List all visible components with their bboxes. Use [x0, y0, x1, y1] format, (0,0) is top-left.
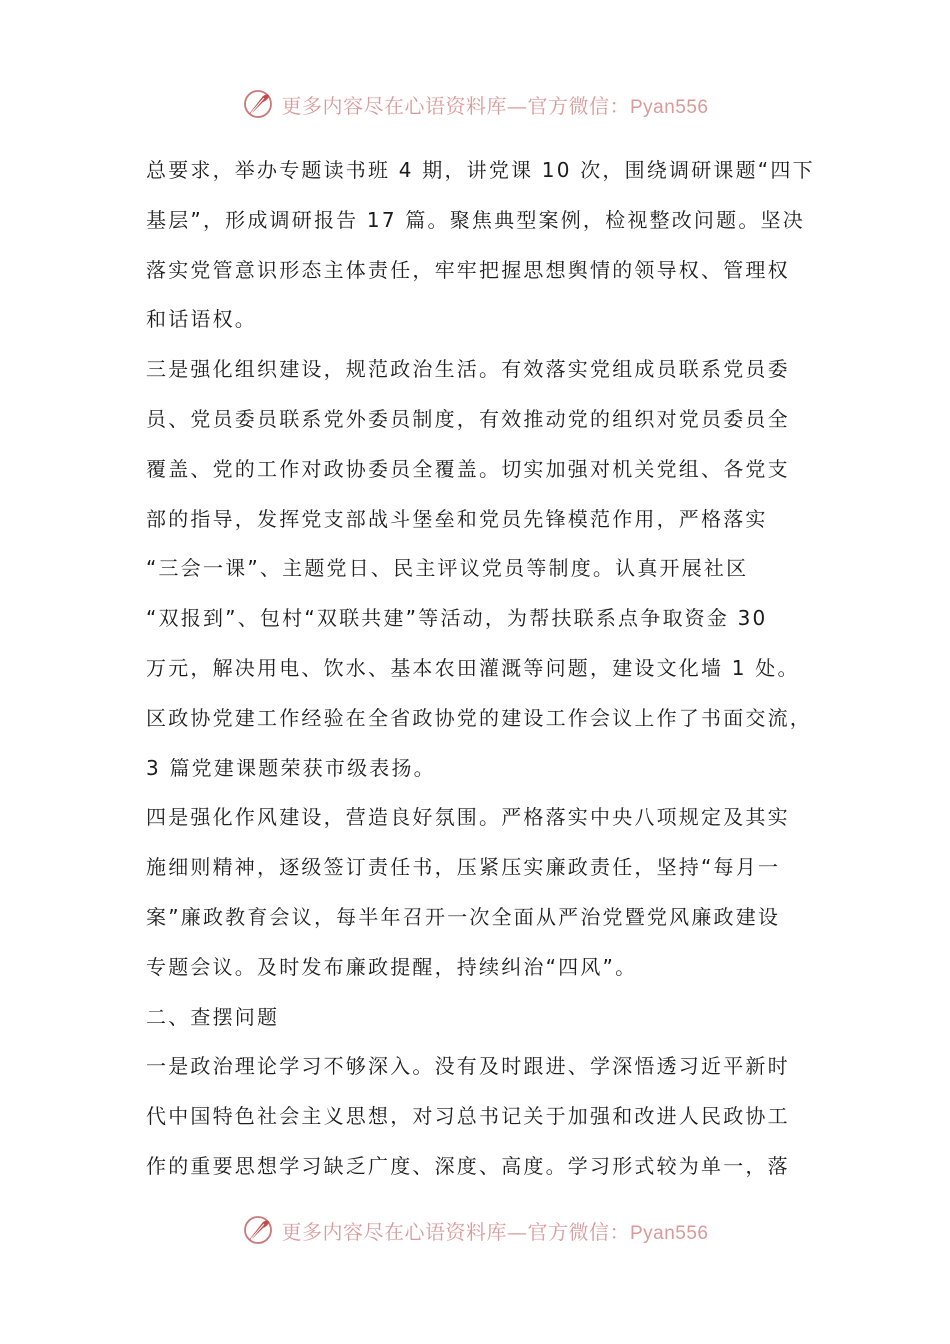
quill-logo-icon: [241, 87, 275, 121]
quill-logo-icon: [241, 1213, 275, 1247]
text-line: 覆盖、党的工作对政协委员全覆盖。切实加强对机关党组、各党支: [146, 456, 790, 481]
text-line: 四是强化作风建设，营造良好氛围。严格落实中央八项规定及其实: [146, 805, 790, 830]
watermark-header: [0, 84, 950, 124]
text-line: 代中国特色社会主义思想，对习总书记关于加强和改进人民政协工: [146, 1104, 790, 1129]
text-line: “双报到”、包村“双联共建”等活动，为帮扶联系点争取资金 30: [146, 606, 768, 631]
text-line: 和话语权。: [146, 307, 257, 332]
text-line: 部的指导，发挥党支部战斗堡垒和党员先锋模范作用，严格落实: [146, 506, 768, 531]
text-line: 一是政治理论学习不够深入。没有及时跟进、学深悟透习近平新时: [146, 1054, 790, 1079]
text-line: 3 篇党建课题荣获市级表扬。: [146, 755, 436, 780]
document-body: [146, 146, 815, 1192]
watermark-footer: [0, 1210, 950, 1250]
text-line: 员、党员委员联系党外委员制度，有效推动党的组织对党员委员全: [146, 406, 790, 431]
text-line: 二、查摆问题: [146, 1004, 280, 1029]
watermark-text: 更多内容尽在心语资料库—官方微信：Pyan556: [281, 1219, 709, 1244]
text-line: 万元，解决用电、饮水、基本农田灌溉等问题，建设文化墙 1 处。: [146, 655, 800, 680]
watermark-text: 更多内容尽在心语资料库—官方微信：Pyan556: [281, 93, 709, 118]
text-line: 专题会议。及时发布廉政提醒，持续纠治“四风”。: [146, 954, 638, 979]
text-line: 区政协党建工作经验在全省政协党的建设工作会议上作了书面交流，: [146, 705, 812, 730]
text-line: 施细则精神，逐级签订责任书，压紧压实廉政责任，坚持“每月一: [146, 855, 781, 880]
text-line: 作的重要思想学习缺乏广度、深度、高度。学习形式较为单一，落: [146, 1153, 790, 1178]
text-line: 三是强化组织建设，规范政治生活。有效落实党组成员联系党员委: [146, 357, 790, 382]
text-line: 基层”，形成调研报告 17 篇。聚焦典型案例，检视整改问题。坚决: [146, 207, 805, 232]
text-line: 案”廉政教育会议，每半年召开一次全面从严治党暨党风廉政建设: [146, 904, 781, 929]
text-line: 总要求，举办专题读书班 4 期，讲党课 10 次，围绕调研课题“四下: [146, 158, 815, 182]
text-line: 落实党管意识形态主体责任，牢牢把握思想舆情的领导权、管理权: [146, 257, 790, 282]
text-line: “三会一课”、主题党日、民主评议党员等制度。认真开展社区: [146, 556, 749, 581]
